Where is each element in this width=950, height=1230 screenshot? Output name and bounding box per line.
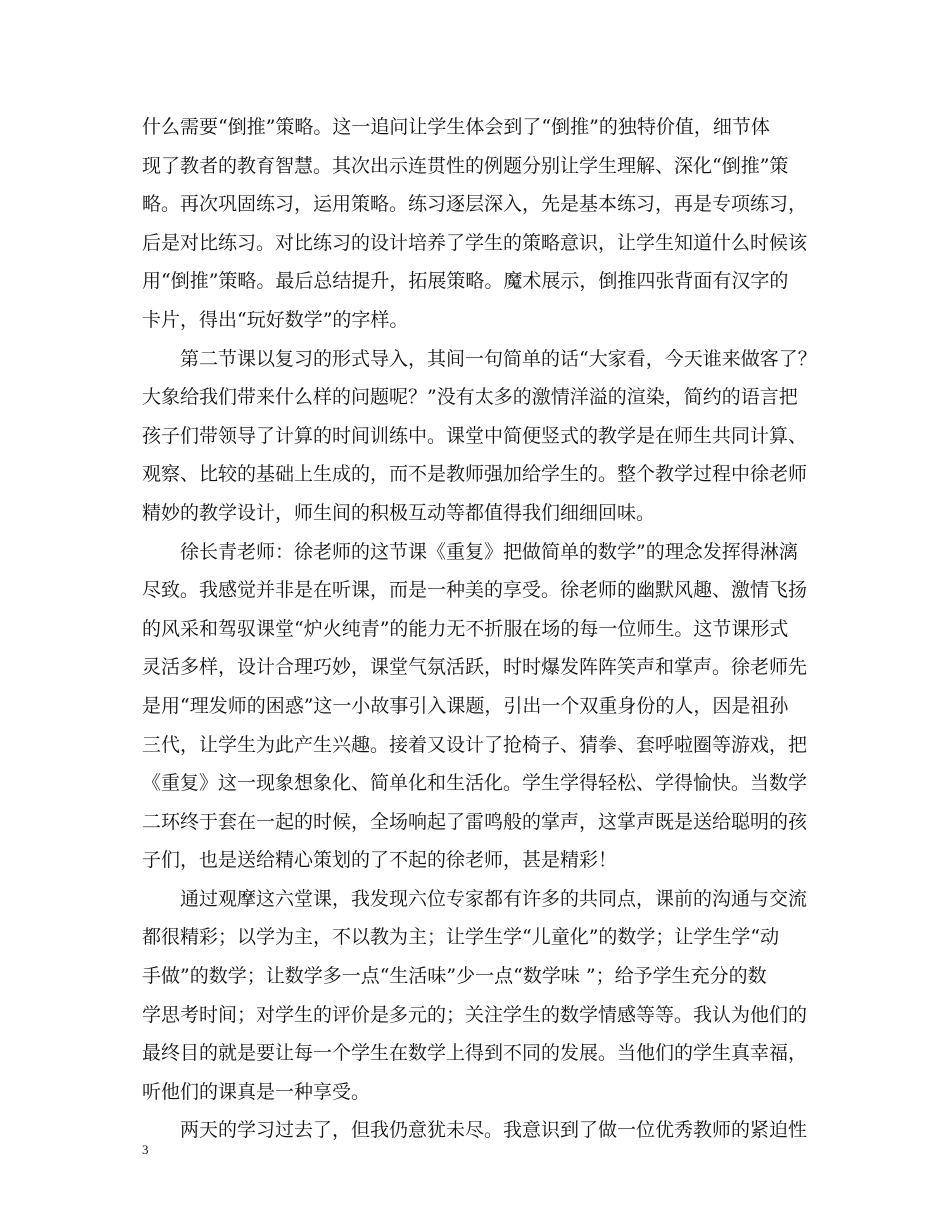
text-line: 略。再次巩固练习，运用策略。练习逐层深入，先是基本练习，再是专项练习， <box>142 193 808 216</box>
text-line: 灵活多样，设计合理巧妙，课堂气氛活跃，时时爆发阵阵笑声和掌声。徐老师先 <box>142 656 808 679</box>
text-line: 都很精彩；以学为主，不以教为主；让学生学“儿童化”的数学；让学生学“动 <box>142 926 780 949</box>
text-line: 学思考时间；对学生的评价是多元的；关注学生的数学情感等等。我认为他们的 <box>142 1003 808 1026</box>
body-text <box>142 108 822 1150</box>
page-number: 3 <box>142 1142 149 1157</box>
text-line: 二环终于套在一起的时候，全场响起了雷鸣般的掌声，这掌声既是送给聪明的孩 <box>142 810 808 833</box>
text-line: 子们，也是送给精心策划的了不起的徐老师，甚是精彩！ <box>142 849 618 872</box>
text-line: 最终目的就是要让每一个学生在数学上得到不同的发展。当他们的学生真幸福， <box>142 1042 808 1065</box>
text-line: 两天的学习过去了，但我仍意犹未尽。我意识到了做一位优秀教师的紧迫性 <box>180 1119 808 1142</box>
text-line: 卡片，得出“玩好数学”的字样。 <box>142 308 409 331</box>
text-line: 现了教者的教育智慧。其次出示连贯性的例题分别让学生理解、深化“倒推”策 <box>142 154 789 177</box>
text-line: 徐长青老师：徐老师的这节课《重复》把做简单的数学”的理念发挥得淋漓 <box>180 540 798 563</box>
text-line: 后是对比练习。对比练习的设计培养了学生的策略意识，让学生知道什么时候该 <box>142 231 808 254</box>
text-line: 听他们的课真是一种享受。 <box>142 1080 371 1103</box>
text-line: 三代，让学生为此产生兴趣。接着又设计了抢椅子、猜拳、套呼啦圈等游戏，把 <box>142 733 808 756</box>
text-line: 尽致。我感觉并非是在听课，而是一种美的享受。徐老师的幽默风趣、激情飞扬 <box>142 579 808 602</box>
text-line: 大象给我们带来什么样的问题呢？”没有太多的激情洋溢的渲染，简约的语言把 <box>142 386 798 409</box>
text-line: 是用“理发师的困惑”这一小故事引入课题，引出一个双重身份的人，因是祖孙 <box>142 694 789 717</box>
text-line: 观察、比较的基础上生成的，而不是教师强加给学生的。整个教学过程中徐老师 <box>142 463 808 486</box>
text-line: 通过观摩这六堂课，我发现六位专家都有许多的共同点，课前的沟通与交流 <box>180 887 808 910</box>
text-line: 孩子们带领导了计算的时间训练中。课堂中简便竖式的教学是在师生共同计算、 <box>142 424 808 447</box>
text-line: 的风采和驾驭课堂“炉火纯青”的能力无不折服在场的每一位师生。这节课形式 <box>142 617 789 640</box>
text-line: 什么需要“倒推”策略。这一追问让学生体会到了“倒推”的独特价值，细节体 <box>142 116 770 138</box>
text-line: 精妙的教学设计，师生间的积极互动等都值得我们细细回味。 <box>142 501 656 524</box>
text-line: 用“倒推”策略。最后总结提升，拓展策略。魔术展示，倒推四张背面有汉字的 <box>142 270 789 293</box>
text-line: 手做”的数学；让数学多一点“生活味”少一点“数学味 ”；给予学生充分的数 <box>142 965 767 988</box>
text-line: 第二节课以复习的形式导入，其间一句简单的话“大家看，今天谁来做客了？ <box>180 347 817 370</box>
text-line: 《重复》这一现象想象化、简单化和生活化。学生学得轻松、学得愉快。当数学 <box>142 772 808 795</box>
